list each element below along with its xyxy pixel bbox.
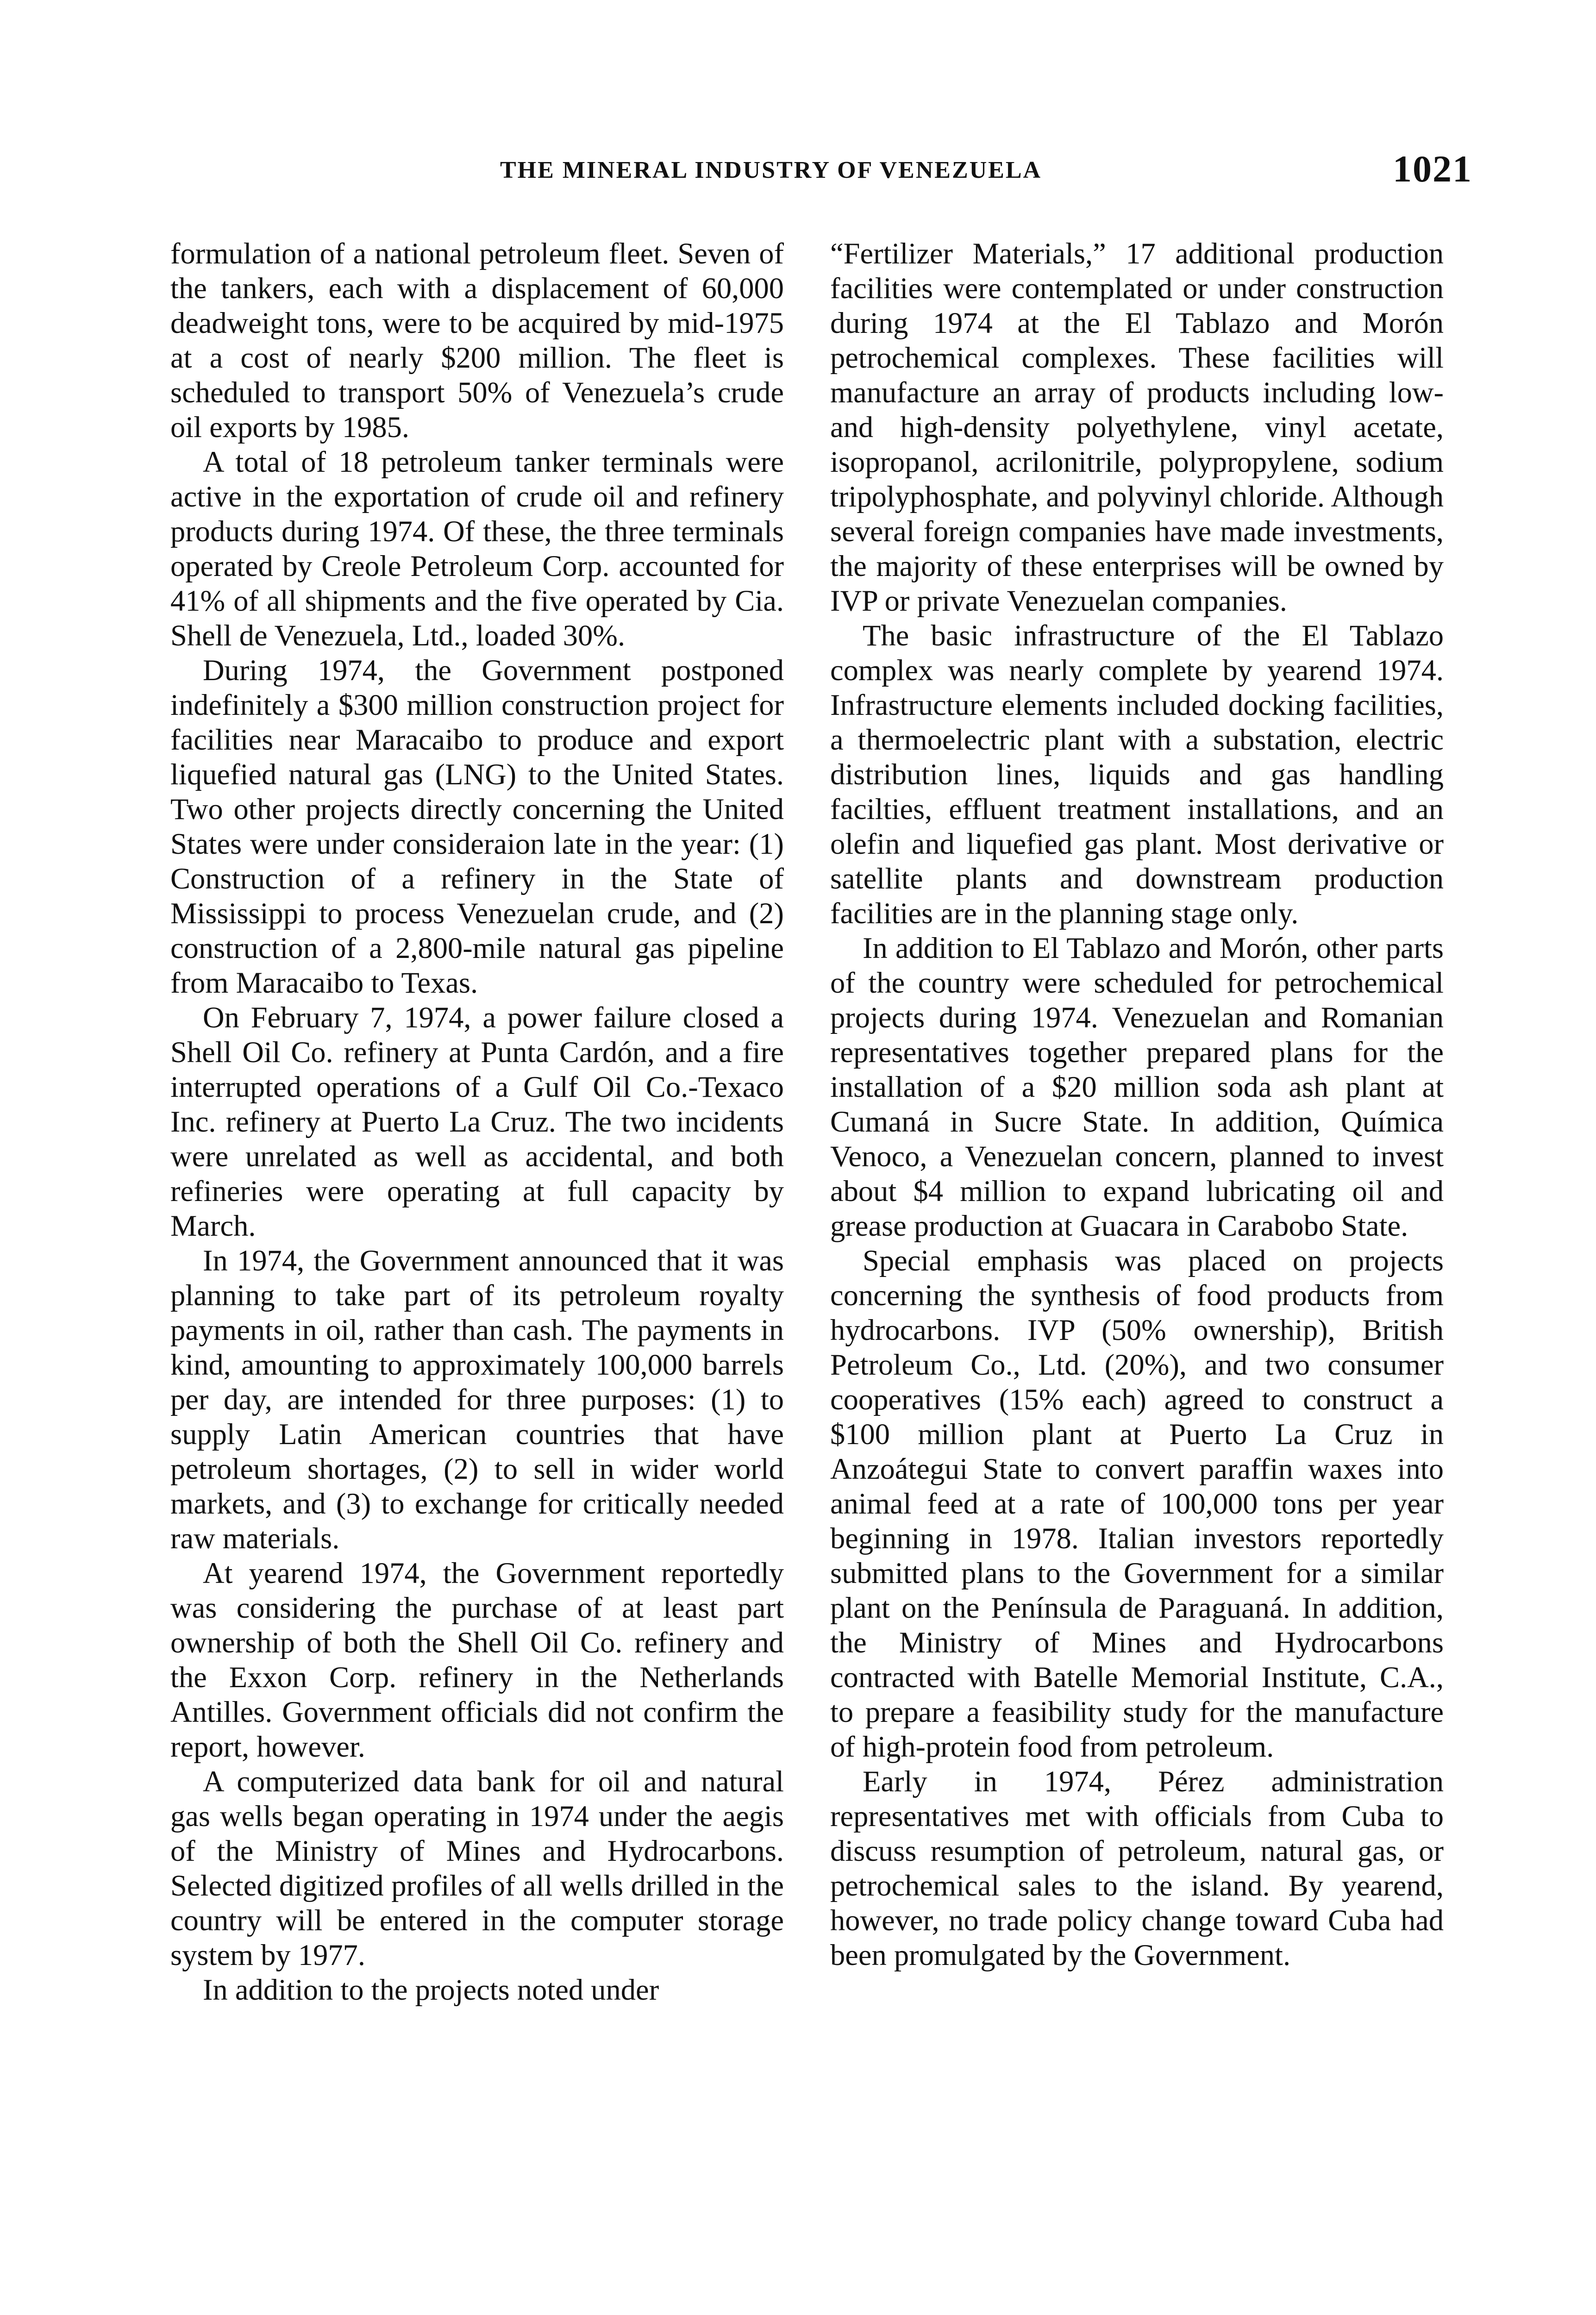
paragraph-el-tablazo-infrastructure: The basic infrastructure of the El Tablazo complex was nearly complete by yearend 1974. Infrastructure elements included docking facilities, a thermoelectric plant with a substation, electric distribution lines, liquids and gas handling facilties, effluent treatment installations, and an olefin and liquefied gas plant. Most derivative or satellite plants and downstream production facilities are in the planning stage only. <box>830 619 1444 930</box>
left-column <box>170 236 784 2007</box>
paragraph-refinery-purchase: At yearend 1974, the Government reportedly was considering the purchase of at least part ownership of both the Shell Oil Co. refinery and the Exxon Corp. refinery in the Netherlands Antilles. Government officials did not confirm the report, however. <box>170 1557 784 1763</box>
paragraph-power-failure: On February 7, 1974, a power failure closed a Shell Oil Co. refinery at Punta Cardón, and a fire interrupted operations of a Gulf Oil Co.-Texaco Inc. refinery at Puerto La Cruz. The two incidents were unrelated as well as accidental, and both refineries were operating at full capacity by March. <box>170 1001 784 1242</box>
paragraph-data-bank: A computerized data bank for oil and natural gas wells began operating in 1974 under the aegis of the Ministry of Mines and Hydrocarbons. Selected digitized profiles of all wells drilled in the country will be entered in the computer storage system by 1977. <box>170 1765 784 1971</box>
paragraph-royalty-payments: In 1974, the Government announced that it was planning to take part of its petroleum royalty payments in oil, rather than cash. The payments in kind, amounting to approximately 100,000 barrels per day, are intended for three purposes: (1) to supply Latin American countries that have petroleum shortages, (2) to sell in wider world markets, and (3) to exchange for critically needed raw materials. <box>170 1244 784 1555</box>
paragraph-tanker-terminals: A total of 18 petroleum tanker terminals were active in the exportation of crude oil and refinery products during 1974. Of these, the three terminals operated by Creole Petroleum Corp. accounted for 41% of all shipments and the five operated by Cia. Shell de Venezuela, Ltd., loaded 30%. <box>170 445 784 652</box>
paragraph-lng-project: During 1974, the Government postponed indefinitely a $300 million construction project for facilities near Maracaibo to produce and export liquefied natural gas (LNG) to the United States. Two other projects directly concerning the United States were under consideraion late in the year: (1) Construction of a refinery in the State of Mississippi to process Venezuelan crude, and (2) construction of a 2,800-mile natural gas pipeline from Maracaibo to Texas. <box>170 654 784 999</box>
paragraph-food-synthesis: Special emphasis was placed on projects concerning the synthesis of food products from hydrocarbons. IVP (50% ownership), British Petroleum Co., Ltd. (20%), and two consumer cooperatives (15% each) agreed to construct a $100 million plant at Puerto La Cruz in Anzoátegui State to convert paraffin waxes into animal feed at a rate of 100,000 tons per year beginning in 1978. Italian investors reportedly submitted plans to the Government for a similar plant on the Península de Paraguaná. In addition, the Ministry of Mines and Hydrocarbons contracted with Batelle Memorial Institute, C.A., to prepare a feasibility study for the manufacture of high-protein food from petroleum. <box>830 1244 1444 1763</box>
paragraph-petroleum-fleet: formulation of a national petroleum fleet. Seven of the tankers, each with a displacement of 60,000 deadweight tons, were to be acquired by mid-1975 at a cost of nearly $200 million. The fleet is scheduled to transport 50% of Venezuela’s crude oil exports by 1985. <box>170 237 784 444</box>
paragraph-cuba-talks: Early in 1974, Pérez administration representatives met with officials from Cuba to discuss resumption of petroleum, natural gas, or petrochemical sales to the island. By yearend, however, no trade policy change toward Cuba had been promulgated by the Government. <box>830 1765 1444 1971</box>
page-number: 1021 <box>1393 148 1472 190</box>
paragraph-projects-noted: In addition to the projects noted under <box>203 1973 659 2006</box>
right-column <box>830 236 1444 1972</box>
paragraph-petrochemical-projects: In addition to El Tablazo and Morón, other parts of the country were scheduled for petrochemical projects during 1974. Venezuelan and Romanian representatives together prepared plans for the installation of a $20 million soda ash plant at Cumaná in Sucre State. In addition, Química Venoco, a Venezuelan concern, planned to invest about $4 million to expand lubricating oil and grease production at Guacara in Carabobo State. <box>830 932 1444 1242</box>
paragraph-production-facilities: “Fertilizer Materials,” 17 additional production facilities were contemplated or under construction during 1974 at the El Tablazo and Morón petrochemical complexes. These facilities will manufacture an array of products including low- and high-density polyethylene, vinyl acetate, isopropanol, acrilonitrile, polypropylene, sodium tripolyphosphate, and polyvinyl chloride. Although several foreign companies have made investments, the majority of these enterprises will be owned by IVP or private Venezuelan companies. <box>830 237 1444 617</box>
running-title: THE MINERAL INDUSTRY OF VENEZUELA <box>500 157 1042 183</box>
running-header <box>167 147 1472 198</box>
